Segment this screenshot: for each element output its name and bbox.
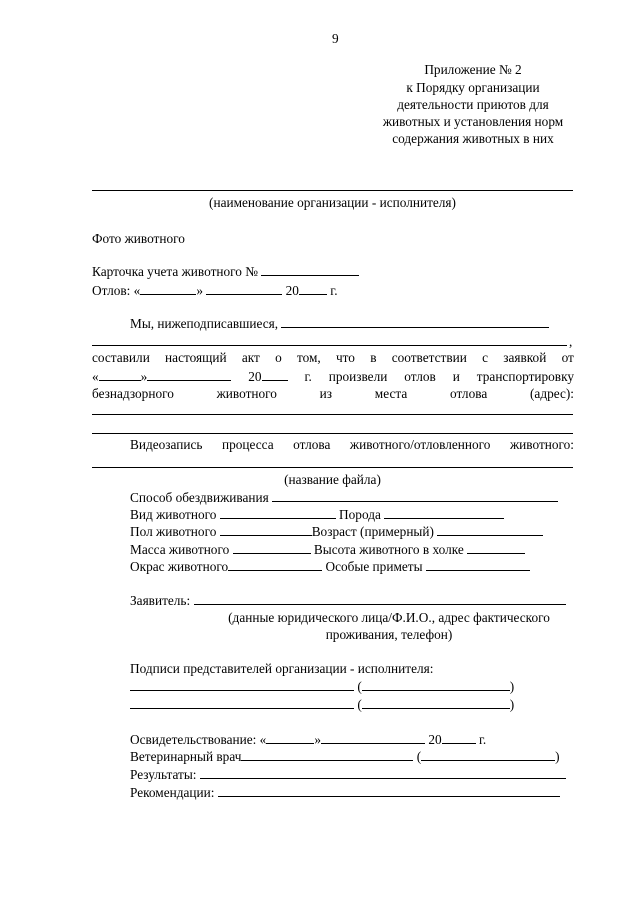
request-year-blank[interactable]	[262, 369, 288, 381]
video-row	[130, 437, 574, 453]
appendix-title: Приложение № 2	[424, 62, 522, 77]
request-open-quote: «	[92, 369, 99, 384]
species-blank[interactable]	[220, 507, 336, 519]
recommendations-blank[interactable]	[218, 785, 560, 797]
act-word: составили	[92, 350, 150, 365]
signatories-line-2[interactable]	[92, 345, 567, 346]
act-word: том,	[296, 350, 321, 365]
signature-name-blank-1[interactable]	[362, 679, 510, 691]
request-day-blank[interactable]	[99, 369, 141, 381]
act-word: соответствии	[391, 350, 467, 365]
act-word: заявкой	[503, 350, 547, 365]
capture-date-row	[92, 283, 338, 299]
signatories-blank[interactable]	[281, 316, 549, 328]
color-label: Окрас животного	[130, 559, 229, 574]
video-file-line[interactable]	[92, 467, 573, 468]
act-word: акт	[241, 350, 260, 365]
act-word: из	[319, 386, 333, 401]
marks-label: Особые приметы	[325, 559, 423, 574]
card-number-blank[interactable]	[261, 264, 359, 276]
act-word: и	[452, 369, 460, 384]
applicant-blank[interactable]	[194, 593, 566, 605]
act-word: произвели	[328, 369, 388, 384]
org-caption: (наименование организации - исполнителя)	[209, 195, 456, 210]
exam-day-blank[interactable]	[266, 732, 314, 744]
marks-blank[interactable]	[426, 559, 530, 571]
capture-year-blank[interactable]	[299, 283, 327, 295]
capture-label: Отлов: «	[92, 283, 141, 298]
signature-blank-1[interactable]	[130, 679, 354, 691]
recommendations-label: Рекомендации:	[130, 785, 215, 800]
appendix-line-3: животных и установления норм	[382, 114, 564, 129]
act-word: (адрес):	[529, 386, 574, 401]
act-word: безнадзорного	[92, 386, 174, 401]
exam-year-blank[interactable]	[442, 732, 476, 744]
vet-name-blank[interactable]	[421, 749, 555, 761]
appendix-line-2: деятельности приютов для	[397, 97, 549, 112]
signatories-comma: ,	[569, 334, 573, 349]
request-close-quote: »	[140, 369, 148, 384]
species-row	[130, 507, 504, 523]
color-blank[interactable]	[228, 559, 322, 571]
signature-row-2	[130, 697, 514, 713]
act-intro: Мы, нижеподписавшиеся,	[130, 316, 279, 331]
vet-close-paren: )	[555, 749, 560, 764]
request-date	[92, 369, 231, 385]
exam-year-prefix: 20	[428, 732, 442, 747]
photo-label: Фото животного	[92, 231, 185, 246]
method-row	[130, 490, 558, 506]
act-word: г.	[304, 369, 312, 384]
act-word: места	[374, 386, 408, 401]
act-word: транспортировку	[476, 369, 574, 384]
age-label: Возраст (примерный)	[311, 524, 434, 539]
video-word: отлова	[293, 437, 331, 452]
signature-name-blank-2[interactable]	[362, 697, 510, 709]
act-word: в	[370, 350, 377, 365]
appendix-line-1: к Порядку организации	[406, 80, 540, 95]
card-label: Карточка учета животного №	[92, 264, 258, 279]
species-label: Вид животного	[130, 507, 217, 522]
act-line-4	[92, 386, 574, 402]
results-blank[interactable]	[200, 767, 566, 779]
sex-label: Пол животного	[130, 524, 217, 539]
height-label: Высота животного в холке	[313, 542, 464, 557]
weight-label: Масса животного	[130, 542, 230, 557]
act-word: отлов	[404, 369, 436, 384]
video-word: процесса	[222, 437, 274, 452]
breed-blank[interactable]	[384, 507, 504, 519]
request-month-blank[interactable]	[147, 369, 231, 381]
results-row	[130, 767, 566, 783]
vet-signature-blank[interactable]	[241, 749, 413, 761]
method-label: Способ обездвиживания	[130, 490, 269, 505]
act-word: животного	[216, 386, 277, 401]
sex-row	[130, 524, 543, 540]
address-line-2[interactable]	[92, 433, 573, 434]
act-word: с	[482, 350, 488, 365]
card-number-row	[92, 264, 359, 280]
request-year-prefix: 20	[248, 369, 262, 384]
video-word: животного:	[509, 437, 574, 452]
breed-label: Порода	[339, 507, 381, 522]
signature-open-paren: (	[357, 679, 362, 694]
recommendations-row	[130, 785, 560, 801]
weight-row	[130, 542, 525, 558]
exam-month-blank[interactable]	[321, 732, 425, 744]
vet-row	[130, 749, 560, 765]
address-line-1[interactable]	[92, 414, 573, 415]
request-year	[248, 369, 287, 385]
video-word: животного/отловленного	[349, 437, 491, 452]
capture-close-quote: »	[196, 283, 203, 298]
org-name-line[interactable]	[92, 190, 573, 191]
signature-row-1	[130, 679, 514, 695]
method-blank[interactable]	[272, 490, 558, 502]
video-word: Видеозапись	[130, 437, 203, 452]
appendix-line-4: содержания животных в них	[392, 131, 554, 146]
capture-year-suffix: г.	[330, 283, 338, 298]
vet-label: Ветеринарный врач	[130, 749, 242, 764]
signature-close-paren: )	[509, 697, 515, 712]
act-line-3	[92, 369, 574, 385]
signature-blank-2[interactable]	[130, 697, 354, 709]
act-word: отлова	[449, 386, 488, 401]
weight-blank[interactable]	[233, 542, 311, 554]
act-word: о	[275, 350, 282, 365]
sex-blank[interactable]	[220, 524, 312, 536]
exam-close-quote: »	[314, 732, 321, 747]
results-label: Результаты:	[130, 767, 197, 782]
signature-close-paren: )	[509, 679, 515, 694]
height-blank[interactable]	[467, 542, 525, 554]
applicant-caption-2: проживания, телефон)	[325, 627, 453, 642]
applicant-row	[130, 593, 566, 609]
age-blank[interactable]	[437, 524, 543, 536]
exam-date-row	[130, 732, 486, 748]
capture-month-blank[interactable]	[206, 283, 282, 295]
exam-label: Освидетельствование: «	[130, 732, 267, 747]
act-word: настоящий	[165, 350, 227, 365]
capture-year-prefix: 20	[285, 283, 299, 298]
act-line-2	[92, 350, 574, 366]
vet-open-paren: (	[416, 749, 422, 764]
act-intro-row	[130, 316, 549, 332]
capture-day-blank[interactable]	[140, 283, 196, 295]
act-word: что	[335, 350, 355, 365]
applicant-label: Заявитель:	[130, 593, 191, 608]
exam-year-suffix: г.	[478, 732, 487, 747]
act-word: от	[561, 350, 574, 365]
applicant-caption-1: (данные юридического лица/Ф.И.О., адрес фактического	[228, 610, 550, 625]
signature-open-paren: (	[357, 697, 362, 712]
page-number: 9	[332, 31, 339, 46]
video-caption: (название файла)	[284, 472, 381, 487]
color-row	[130, 559, 530, 575]
signatures-label: Подписи представителей организации - исполнителя:	[130, 661, 434, 676]
